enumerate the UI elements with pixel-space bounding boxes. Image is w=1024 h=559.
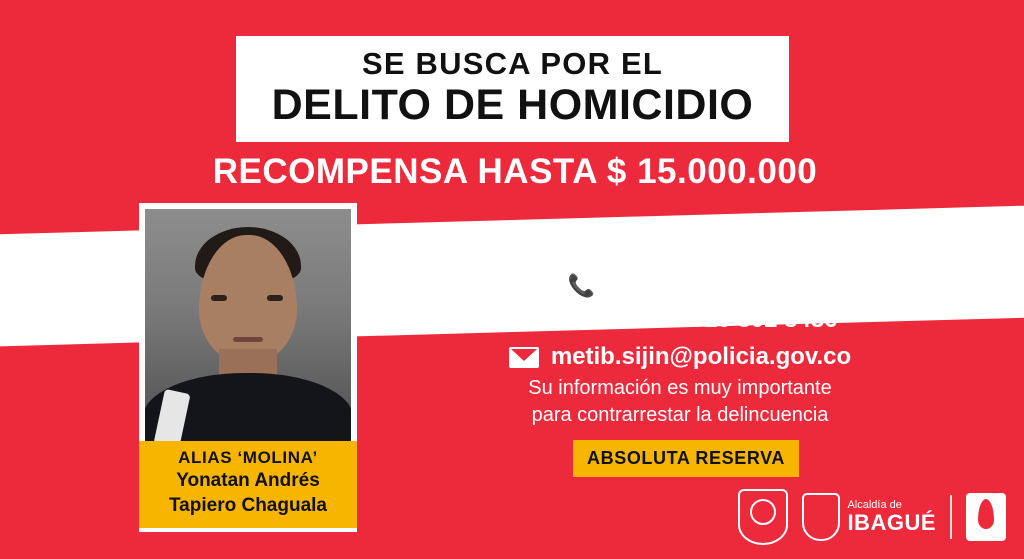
suspect-name-plate [139, 441, 357, 528]
police-shield-icon [738, 489, 788, 545]
envelope-icon [509, 347, 539, 368]
ibague-logo-small-text: Alcaldía de [847, 498, 902, 511]
ibague-logo-big-text: IBAGUÉ [847, 510, 936, 536]
phone-icon: 📞 [567, 272, 596, 298]
logo-divider [950, 495, 952, 539]
email-address: metib.sijin@policia.gov.co [550, 343, 852, 370]
city-emblem-icon [966, 493, 1006, 541]
logo-strip [738, 489, 1006, 545]
email-row [400, 343, 960, 371]
headline-box [236, 36, 789, 142]
suspect-name-line-1: Yonatan Andrés [176, 470, 320, 491]
absolute-reserve-badge: ABSOLUTA RESERVA [573, 440, 799, 477]
help-call-text: ¡Ayúdenos a encontrarlo! [492, 216, 868, 251]
photo-eye-right [267, 295, 283, 301]
secure-line-label: LÍNEA SEGURA: [605, 272, 793, 298]
contact-block [400, 272, 960, 371]
information-note [400, 375, 960, 429]
ibague-crest-icon [802, 493, 840, 541]
note-line-1: Su información es muy importante [528, 377, 832, 399]
reward-text: RECOMPENSA HASTA $ 15.000.000 [212, 152, 818, 191]
ibague-city-logo [802, 493, 936, 541]
suspect-photo [145, 209, 351, 447]
suspect-name-line-2: Tapiero Chaguala [168, 494, 327, 516]
photo-mouth [233, 337, 263, 342]
headline-line-1: SE BUSCA POR EL [361, 46, 664, 81]
headline-line-2: DELITO DE HOMICIDIO [271, 80, 754, 129]
note-line-2: para contrarrestar la delincuencia [531, 404, 829, 426]
phone-numbers: 320 302 2867 - 320 302 8486 [522, 306, 838, 333]
secure-line-row [400, 272, 960, 299]
photo-eye-left [211, 295, 227, 301]
suspect-alias: ALIAS ‘MOLINA’ [178, 448, 318, 467]
